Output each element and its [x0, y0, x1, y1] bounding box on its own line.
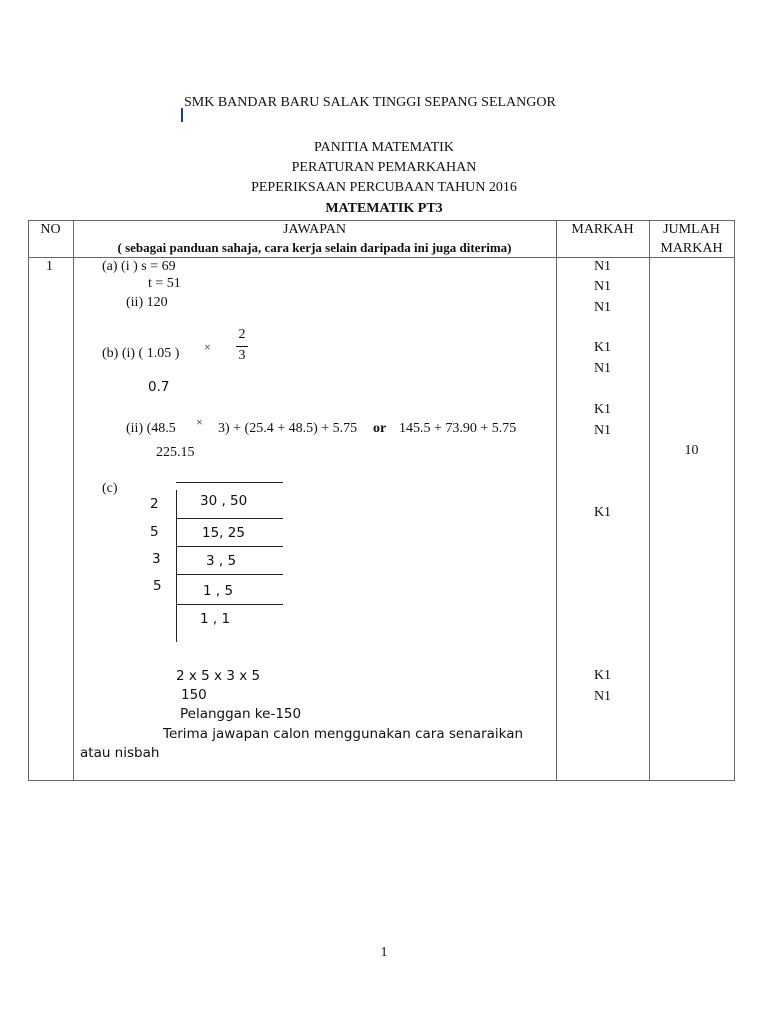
quotient: 30 , 50 — [200, 493, 248, 509]
table-border-right — [734, 220, 735, 781]
mark: N1 — [593, 279, 612, 294]
header-total-line1: JUMLAH — [663, 222, 720, 237]
header-marks: MARKAH — [571, 222, 634, 237]
header-answer-note: ( sebagai panduan sahaja, cara kerja selain daripada ini juga diterima) — [117, 240, 512, 255]
quotient: 1 , 5 — [203, 583, 234, 599]
divisor: 3 — [152, 551, 161, 567]
answer-b-ii-start: (ii) (48.5 — [126, 421, 176, 436]
answer-a-ii: (ii) 120 — [126, 295, 168, 310]
answer-c-label: (c) — [102, 481, 118, 496]
quotient: 1 , 1 — [200, 611, 231, 627]
school-name: SMK BANDAR BARU SALAK TINGGI SEPANG SELANGOR — [184, 95, 556, 110]
subject-title: MATEMATIK PT3 — [325, 201, 443, 216]
multiply-sign-2: × — [196, 415, 203, 429]
mark: K1 — [593, 668, 612, 683]
mark: N1 — [593, 423, 612, 438]
division-line — [176, 574, 283, 575]
fraction-numerator: 2 — [238, 327, 246, 342]
scheme-title: PERATURAN PEMARKAHAN — [291, 160, 477, 175]
page-number: 1 — [380, 945, 388, 960]
header-no: NO — [40, 222, 61, 237]
division-line — [176, 482, 283, 483]
answer-b-i: (b) (i) ( 1.05 ) — [102, 346, 180, 361]
table-header-divider — [28, 257, 735, 258]
divisor: 5 — [153, 578, 162, 594]
division-line — [176, 518, 283, 519]
answer-a-i-t: t = 51 — [148, 276, 181, 291]
answer-b-i-result: 0.7 — [148, 379, 170, 395]
table-border-left — [28, 220, 29, 781]
answer-c-value: 150 — [181, 687, 207, 703]
text-cursor — [181, 108, 183, 122]
quotient: 3 , 5 — [206, 553, 237, 569]
division-bracket — [176, 490, 177, 642]
header-answer: JAWAPAN — [283, 222, 346, 237]
answer-b-ii-or: or — [373, 421, 387, 436]
divisor: 2 — [150, 496, 159, 512]
answer-a-i-s: (a) (i ) s = 69 — [102, 259, 176, 274]
answer-c-product: 2 x 5 x 3 x 5 — [176, 668, 261, 684]
mark: N1 — [593, 259, 612, 274]
mark: K1 — [593, 505, 612, 520]
table-border-bottom — [28, 780, 735, 781]
mark: N1 — [593, 361, 612, 376]
multiply-sign-1: × — [204, 340, 211, 354]
answer-c-note-line1: Terima jawapan calon menggunakan cara senaraikan — [163, 726, 524, 742]
mark: K1 — [593, 402, 612, 417]
mark: K1 — [593, 340, 612, 355]
table-col-divider-3 — [649, 220, 650, 781]
division-line — [176, 604, 283, 605]
divisor: 5 — [150, 524, 159, 540]
question-number: 1 — [46, 259, 53, 274]
fraction-denominator: 3 — [238, 348, 246, 363]
mark: N1 — [593, 300, 612, 315]
header-total-line2: MARKAH — [660, 241, 723, 256]
table-col-divider-1 — [73, 220, 74, 781]
table-border-top — [28, 220, 735, 221]
division-line — [176, 546, 283, 547]
total-marks: 10 — [684, 443, 699, 458]
quotient: 15, 25 — [202, 525, 245, 541]
panel-title: PANITIA MATEMATIK — [314, 140, 454, 155]
mark: N1 — [593, 689, 612, 704]
answer-c-note-line2: atau nisbah — [80, 745, 160, 761]
exam-title: PEPERIKSAAN PERCUBAAN TAHUN 2016 — [251, 180, 517, 195]
answer-b-ii-expression: 3) + (25.4 + 48.5) + 5.75 — [218, 421, 358, 436]
answer-b-ii-alternative: 145.5 + 73.90 + 5.75 — [399, 421, 517, 436]
fraction-bar — [236, 346, 248, 347]
answer-c-final: Pelanggan ke-150 — [180, 706, 302, 722]
answer-b-ii-result: 225.15 — [156, 445, 195, 460]
